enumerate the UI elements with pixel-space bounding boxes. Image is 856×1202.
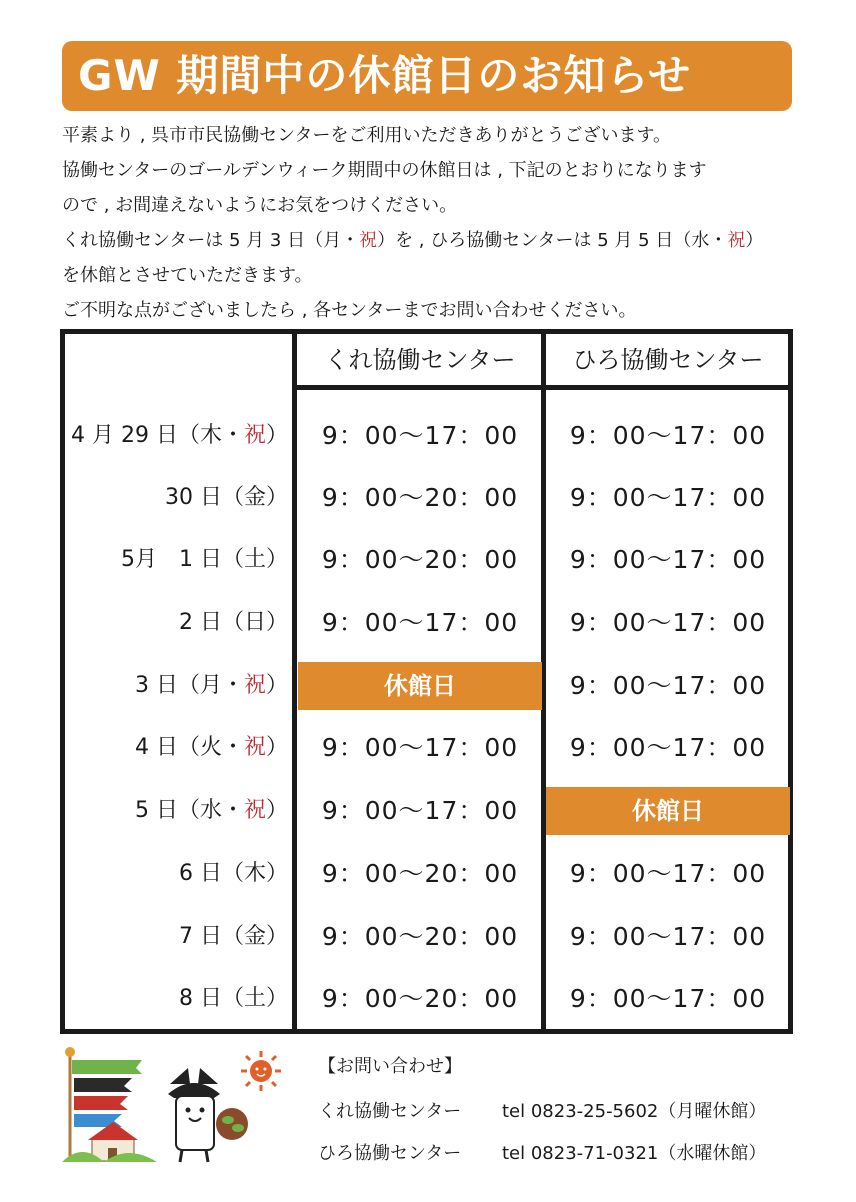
hiro-hours: 9：00～17：00 xyxy=(569,608,767,637)
intro-line: ご不明な点がございましたら , 各センターまでお問い合わせください。 xyxy=(62,300,637,321)
holiday-mark: 祝 xyxy=(243,673,266,698)
hiro-hours: 9：00～17：00 xyxy=(569,859,767,888)
kure-hours: 9：00～17：00 xyxy=(321,608,519,637)
intro-text-segment: くれ協働センターは 5 月 3 日（月・ xyxy=(62,230,360,251)
intro-text xyxy=(62,118,802,328)
intro-line: を休館とさせていただきます。 xyxy=(62,265,313,286)
row-date xyxy=(66,592,288,654)
kure-hours: 9：00～17：00 xyxy=(321,733,519,762)
hiro-hours: 9：00～17：00 xyxy=(569,545,767,574)
kure-hours: 9：00～20：00 xyxy=(321,859,519,888)
holiday-mark: 祝 xyxy=(243,735,266,760)
intro-text-segment: ） xyxy=(745,230,764,251)
date-text: 3 日（月・ xyxy=(134,673,244,698)
header-hiro: ひろ協働センター xyxy=(572,346,764,374)
holiday-mark: 祝 xyxy=(359,230,378,251)
row-date xyxy=(66,843,288,905)
hiro-hours: 9：00～17：00 xyxy=(569,984,767,1013)
samurai-helmet-character-illustration xyxy=(160,1064,252,1164)
kure-tel: tel 0823-25-5602（月曜休館） xyxy=(502,1101,767,1122)
hiro-hours: 9：00～17：00 xyxy=(569,421,767,450)
date-text-close: ） xyxy=(265,673,288,698)
holiday-mark: 祝 xyxy=(243,798,266,823)
hiro-tel: tel 0823-71-0321（水曜休館） xyxy=(502,1143,767,1164)
contact-hiro xyxy=(318,1139,767,1165)
date-text: 30 日（金） xyxy=(165,485,288,510)
sun-icon xyxy=(240,1050,282,1092)
intro-line: 平素より , 呉市市民協働センターをご利用いただきありがとうございます。 xyxy=(62,125,672,146)
hiro-hours: 9：00～17：00 xyxy=(569,671,767,700)
date-text: 5月 1 日（土） xyxy=(121,547,288,572)
row-date xyxy=(66,968,288,1030)
row-date xyxy=(66,906,288,968)
date-text: 4 日（火・ xyxy=(134,735,244,760)
row-date xyxy=(66,780,288,842)
kure-hours: 9：00～17：00 xyxy=(321,796,519,825)
date-text: 7 日（金） xyxy=(179,924,288,949)
intro-line: ので , お間違えないようにお気をつけください。 xyxy=(62,195,458,216)
date-text: 8 日（土） xyxy=(179,986,288,1011)
kure-hours: 9：00～20：00 xyxy=(321,984,519,1013)
kure-name: くれ協働センター xyxy=(318,1101,462,1122)
intro-line: 協働センターのゴールデンウィーク期間中の休館日は , 下記のとおりになります xyxy=(62,160,707,181)
date-text-close: ） xyxy=(265,735,288,760)
row-date xyxy=(66,467,288,529)
hiro-hours: 9：00～17：00 xyxy=(569,733,767,762)
kure-hours: 9：00～20：00 xyxy=(321,545,519,574)
kure-hours: 9：00～20：00 xyxy=(321,483,519,512)
hiro-closed-badge: 休館日 xyxy=(546,787,790,835)
holiday-mark: 祝 xyxy=(727,230,746,251)
date-text: 2 日（日） xyxy=(179,610,288,635)
hiro-hours: 9：00～17：00 xyxy=(569,483,767,512)
date-text: 5 日（水・ xyxy=(134,798,244,823)
kure-hours: 9：00～17：00 xyxy=(321,421,519,450)
row-date xyxy=(66,529,288,591)
date-text: 4 月 29 日（木・ xyxy=(70,423,244,448)
kure-hours: 9：00～20：00 xyxy=(321,922,519,951)
contact-kure xyxy=(318,1097,767,1123)
hiro-name: ひろ協働センター xyxy=(318,1143,462,1164)
row-date xyxy=(66,717,288,779)
table-divider xyxy=(788,334,793,1029)
row-date xyxy=(66,655,288,717)
header-kure: くれ協働センター xyxy=(324,346,516,374)
hiro-hours: 9：00～17：00 xyxy=(569,922,767,951)
row-date xyxy=(66,405,288,467)
kure-closed-badge: 休館日 xyxy=(298,662,542,710)
intro-line xyxy=(62,223,802,258)
date-text-close: ） xyxy=(265,423,288,448)
table-divider xyxy=(292,334,297,1029)
date-text-close: ） xyxy=(265,798,288,823)
contact-heading: 【お問い合わせ】 xyxy=(318,1056,462,1077)
page-title: GW 期間中の休館日のお知らせ xyxy=(62,41,792,111)
date-text: 6 日（木） xyxy=(179,861,288,886)
intro-text-segment: ）を , ひろ協働センターは 5 月 5 日（水・ xyxy=(377,230,728,251)
koinobori-illustration xyxy=(62,1044,157,1164)
holiday-mark: 祝 xyxy=(243,423,266,448)
